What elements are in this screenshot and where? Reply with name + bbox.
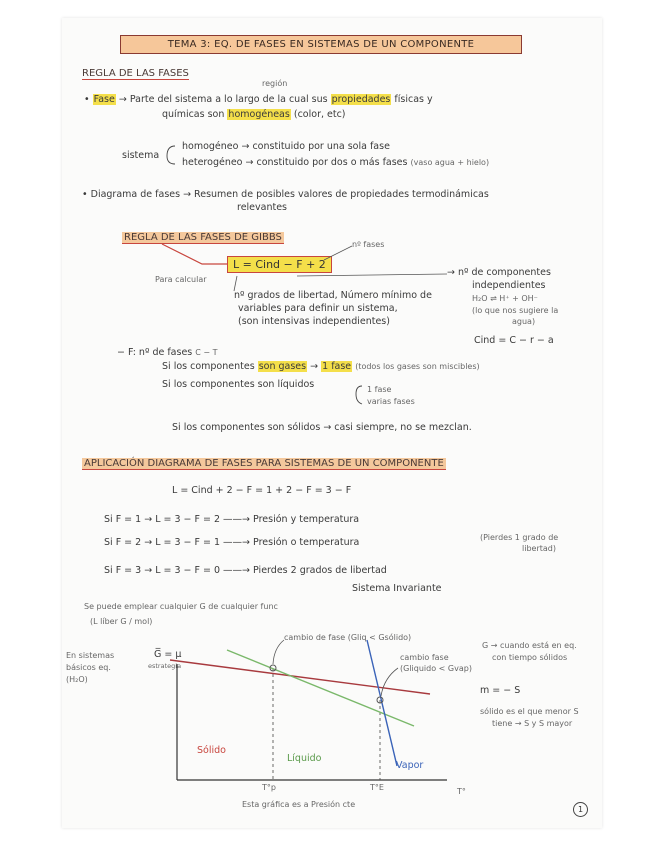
graph-note-mid1: sólido es el que menor S: [480, 707, 579, 716]
aplicacion-heading: APLICACIÓN DIAGRAMA DE FASES PARA SISTEMAS DE UN COMPONENTE: [84, 458, 444, 469]
arrow-cambio2: [381, 668, 398, 696]
page-title: TEMA 3: EQ. DE FASES EN SISTEMAS DE UN COMPONENTE: [120, 35, 522, 54]
section-heading-regla: REGLA DE LAS FASES: [82, 68, 189, 79]
gibbs-heading: REGLA DE LAS FASES DE GIBBS: [124, 232, 282, 243]
ncomp-line4: (lo que nos sugiere la: [472, 306, 559, 315]
tick-te: T°E: [370, 783, 384, 792]
row2-note2: libertad): [522, 544, 556, 553]
graph-left2: básicos eq.: [66, 663, 111, 672]
heterogeneo-line: heterogéneo → constituido por dos o más fases (vaso agua + hielo): [182, 157, 490, 168]
row3-note: Sistema Invariante: [352, 583, 442, 594]
sistema-brace: [167, 146, 175, 164]
region-vapor: Vapor: [396, 760, 424, 771]
arrow-grados: [234, 276, 237, 291]
arrow-cambio1: [273, 640, 284, 664]
graph-left1: En sistemas: [66, 651, 115, 660]
graph-yaxis-label: G̅ = μ: [154, 649, 182, 660]
grados-line1: nº grados de libertad, Número mínimo de: [234, 290, 432, 301]
gibbs-bracket: [162, 244, 227, 264]
small-note2: (L líber G / mol): [90, 617, 153, 626]
graph-note-mid2: tiene → S y S mayor: [492, 719, 573, 728]
graph-m-eq: m = − S: [480, 685, 521, 696]
annotation-region: región: [262, 79, 288, 88]
small-note1: Se puede emplear cualquier G de cualquier func: [84, 602, 278, 611]
grados-line3: (son intensivas independientes): [238, 316, 390, 327]
graph-note-top1: G → cuando está en eq.: [482, 641, 577, 650]
liquidos-brace: [356, 386, 362, 404]
gibbs-formula: L = Cind − F + 2: [227, 256, 332, 273]
homogeneo-line: homogéneo → constituido por una sola fase: [182, 141, 390, 152]
f-line: − F: nº de fases C − T: [117, 347, 218, 358]
ncomp-line2: independientes: [472, 280, 546, 291]
row2-note1: (Pierdes 1 grado de: [480, 533, 559, 542]
liq-option1: 1 fase: [367, 385, 392, 394]
aplicacion-eq: L = Cind + 2 − F = 1 + 2 − F = 3 − F: [172, 485, 352, 496]
liq-option2: varias fases: [367, 397, 415, 406]
phase-graph: [62, 18, 602, 828]
sistema-label: sistema: [122, 150, 160, 161]
ncomp-line1: → nº de componentes: [447, 267, 551, 278]
graph-cambio2a: cambio fase: [400, 653, 449, 662]
x-axis-label: T°: [457, 787, 466, 796]
solid-phase-line: [170, 660, 430, 694]
fase-definition: • Fase → Parte del sistema a lo largo de la cual sus propiedades físicas y: [84, 94, 433, 105]
notebook-page: [62, 18, 602, 828]
gases-line: Si los componentes son gases → 1 fase (todos los gases son miscibles): [162, 361, 480, 372]
graph-note-top2: con tiempo sólidos: [492, 653, 568, 662]
region-solido: Sólido: [197, 745, 226, 756]
para-calcular-label: Para calcular: [155, 275, 207, 284]
arrow-ncomp: [297, 274, 447, 276]
page-number: 1: [573, 802, 588, 817]
aplicacion-row3: Si F = 3 → L = 3 − F = 0 ——→ Pierdes 2 grados de libertad: [104, 565, 387, 576]
arrow-num-fases: [324, 246, 352, 260]
vapor-phase-line: [367, 640, 397, 766]
region-liquido: Líquido: [287, 753, 322, 764]
grados-line2: variables para definir un sistema,: [238, 303, 398, 314]
num-fases-label: nº fases: [352, 240, 385, 249]
graph-cambio1: cambio de fase (Gliq < Gsólido): [284, 633, 412, 642]
ncomp-line5: agua): [512, 317, 536, 326]
aplicacion-row1: Si F = 1 → L = 3 − F = 2 ——→ Presión y temperatura: [104, 514, 360, 525]
solidos-line: Si los componentes son sólidos → casi siempre, no se mezclan.: [172, 422, 472, 433]
fase-definition-line2: químicas son homogéneas (color, etc): [162, 109, 346, 120]
ncomp-line3: H₂O ⇌ H⁺ + OH⁻: [472, 294, 538, 303]
diagrama-line: • Diagrama de fases → Resumen de posibles valores de propiedades termodinámicas: [82, 189, 489, 200]
aplicacion-row2: Si F = 2 → L = 3 − F = 1 ——→ Presión o temperatura: [104, 537, 360, 548]
graph-left3: (H₂O): [66, 675, 88, 684]
tick-tfp: T°p: [262, 783, 276, 792]
graph-estrategia: estrategia: [148, 662, 182, 670]
diagrama-line2: relevantes: [237, 202, 288, 213]
graph-cambio2b: (Gliquido < Gvap): [400, 664, 472, 673]
graph-caption: Esta gráfica es a Presión cte: [242, 800, 356, 809]
liquidos-line: Si los componentes son líquidos: [162, 379, 315, 390]
cind-formula: Cind = C − r − a: [474, 335, 554, 346]
